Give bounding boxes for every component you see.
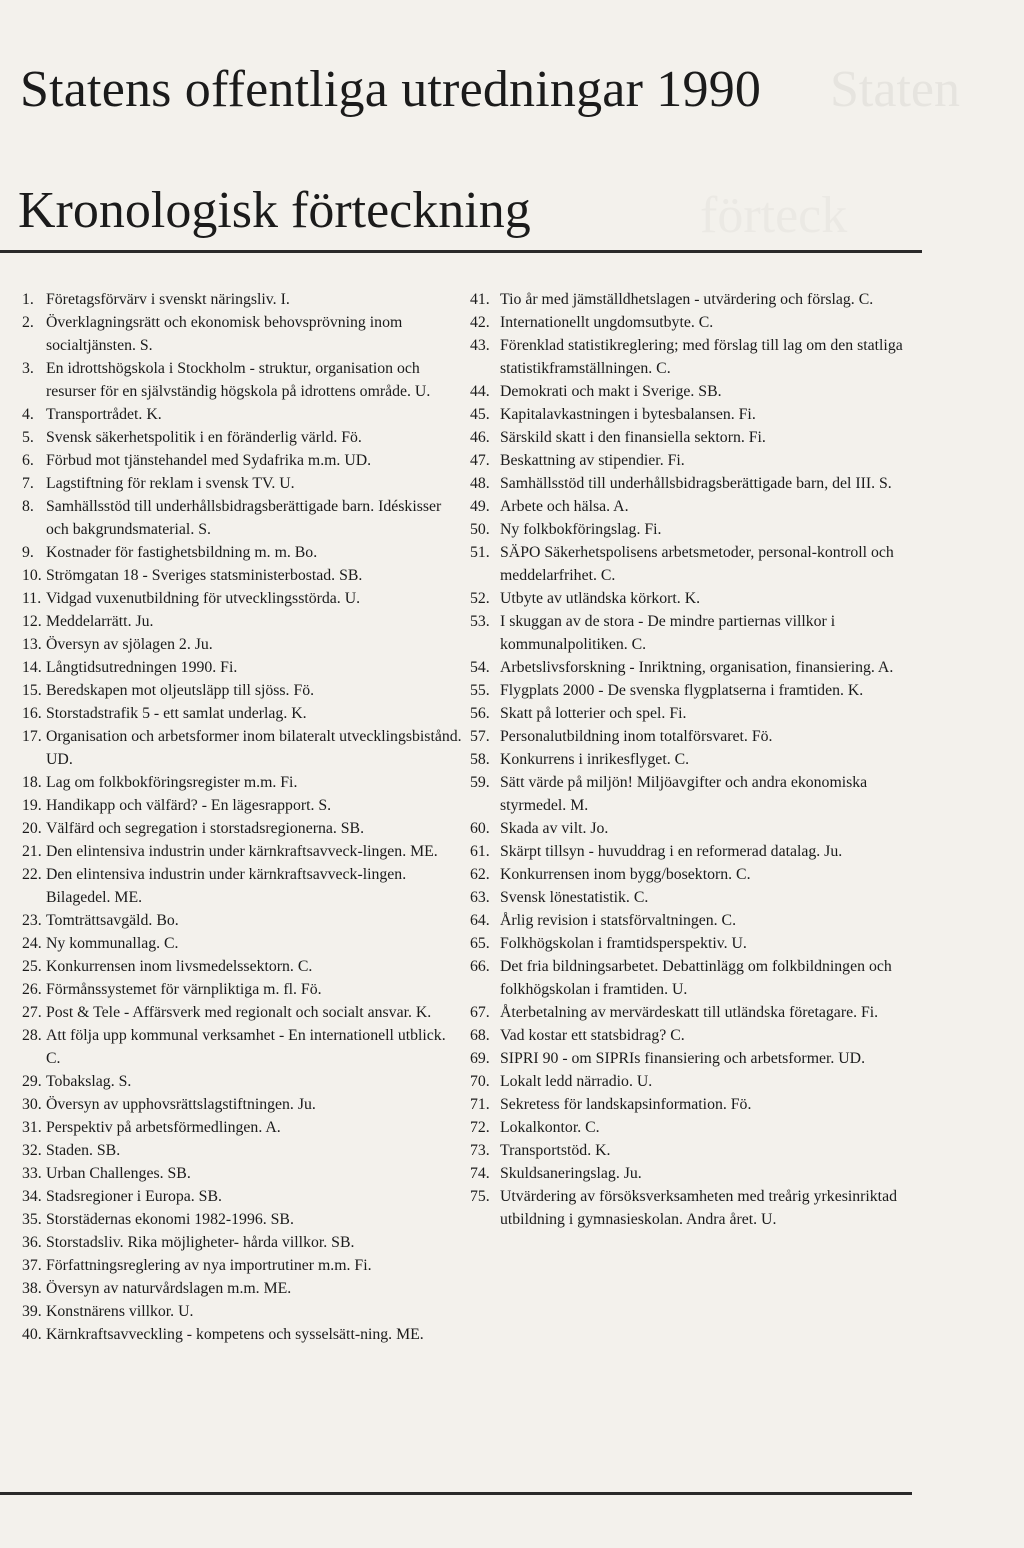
list-item <box>22 311 462 357</box>
entry-number: 74. <box>470 1165 490 1182</box>
list-item <box>470 311 920 334</box>
list-item <box>22 1254 462 1277</box>
list-item <box>22 1231 462 1254</box>
entry-text: Skatt på lotterier och spel. Fi. <box>500 705 687 722</box>
list-item <box>22 679 462 702</box>
entry-number: 44. <box>470 383 490 400</box>
entry-number: 31. <box>22 1119 42 1136</box>
entry-text: Tobakslag. S. <box>46 1073 132 1090</box>
list-item <box>22 541 462 564</box>
list-item <box>470 1162 920 1185</box>
entry-text: En idrottshögskola i Stockholm - struktur, organisation och resurser för en självständig högskola på idrottens område. U. <box>46 360 431 400</box>
entry-text: Överklagningsrätt och ekonomisk behovsprövning inom socialtjänsten. S. <box>46 314 403 354</box>
entry-text: Urban Challenges. SB. <box>46 1165 191 1182</box>
list-item <box>470 449 920 472</box>
entry-number: 2. <box>22 314 34 331</box>
entry-text: Arbete och hälsa. A. <box>500 498 629 515</box>
entry-text: Kapitalavkastningen i bytesbalansen. Fi. <box>500 406 756 423</box>
entry-text: Lokalt ledd närradio. U. <box>500 1073 653 1090</box>
entry-text: Författningsreglering av nya importrutiner m.m. Fi. <box>46 1257 372 1274</box>
entry-text: Förenklad statistikreglering; med förslag till lag om den statliga statistikframställningen. C. <box>500 337 903 377</box>
entry-text: I skuggan av de stora - De mindre partiernas villkor i kommunalpolitiken. C. <box>500 613 836 653</box>
entry-number: 56. <box>470 705 490 722</box>
entry-number: 17. <box>22 728 42 745</box>
entry-text: Lokalkontor. C. <box>500 1119 600 1136</box>
entry-text: Vad kostar ett statsbidrag? C. <box>500 1027 685 1044</box>
entry-number: 35. <box>22 1211 42 1228</box>
list-item <box>470 771 920 817</box>
entry-text: Ny folkbokföringslag. Fi. <box>500 521 662 538</box>
list-item <box>470 817 920 840</box>
entry-text: SIPRI 90 - om SIPRIs finansiering och arbetsformer. UD. <box>500 1050 866 1067</box>
entry-number: 72. <box>470 1119 490 1136</box>
entry-text: SÄPO Säkerhetspolisens arbetsmetoder, personal-kontroll och meddelarfrihet. C. <box>500 544 894 584</box>
page-title: Statens offentliga utredningar 1990 <box>20 61 762 118</box>
entry-number: 26. <box>22 981 42 998</box>
list-item <box>22 426 462 449</box>
list-item <box>22 955 462 978</box>
list-item <box>22 863 462 909</box>
entry-text: Återbetalning av mervärdeskatt till utländska företagare. Fi. <box>500 1004 879 1021</box>
list-item <box>22 472 462 495</box>
list-item <box>470 1116 920 1139</box>
list-item <box>470 1047 920 1070</box>
entry-number: 11. <box>22 590 42 607</box>
entry-number: 36. <box>22 1234 42 1251</box>
entry-text: Det fria bildningsarbetet. Debattinlägg om folkbildningen och folkhögskolan i framtiden. U. <box>500 958 892 998</box>
entry-number: 58. <box>470 751 490 768</box>
list-item <box>470 840 920 863</box>
entry-text: Folkhögskolan i framtidsperspektiv. U. <box>500 935 747 952</box>
entry-text: Översyn av naturvårdslagen m.m. ME. <box>46 1280 292 1297</box>
list-item <box>22 1185 462 1208</box>
list-item <box>22 1139 462 1162</box>
entry-text: Långtidsutredningen 1990. Fi. <box>46 659 238 676</box>
list-item <box>470 1139 920 1162</box>
entry-number: 60. <box>470 820 490 837</box>
entry-text: Den elintensiva industrin under kärnkraftsavveck-lingen. Bilagedel. ME. <box>46 866 407 906</box>
entry-number: 37. <box>22 1257 42 1274</box>
list-item <box>22 656 462 679</box>
entry-number: 52. <box>470 590 490 607</box>
entry-number: 46. <box>470 429 490 446</box>
list-item <box>470 909 920 932</box>
list-item <box>22 771 462 794</box>
entry-text: Vidgad vuxenutbildning för utvecklingsstörda. U. <box>46 590 361 607</box>
entry-number: 73. <box>470 1142 490 1159</box>
entry-number: 49. <box>470 498 490 515</box>
list-item <box>22 1070 462 1093</box>
list-item <box>22 1162 462 1185</box>
entry-number: 59. <box>470 774 490 791</box>
entry-number: 45. <box>470 406 490 423</box>
list-item <box>22 1024 462 1070</box>
list-item <box>470 725 920 748</box>
list-item <box>470 380 920 403</box>
entry-number: 69. <box>470 1050 490 1067</box>
list-item <box>470 518 920 541</box>
left-column <box>22 288 462 1346</box>
entry-text: Tomträttsavgäld. Bo. <box>46 912 179 929</box>
entry-text: Stadsregioner i Europa. SB. <box>46 1188 222 1205</box>
list-item <box>470 587 920 610</box>
entry-number: 15. <box>22 682 42 699</box>
entry-number: 71. <box>470 1096 490 1113</box>
list-item <box>22 817 462 840</box>
entry-number: 29. <box>22 1073 42 1090</box>
entry-number: 63. <box>470 889 490 906</box>
list-item <box>470 1001 920 1024</box>
entry-number: 57. <box>470 728 490 745</box>
entry-text: Förmånssystemet för värnpliktiga m. fl. Fö. <box>46 981 322 998</box>
list-item <box>22 1116 462 1139</box>
list-item <box>470 472 920 495</box>
entry-text: Demokrati och makt i Sverige. SB. <box>500 383 722 400</box>
entry-number: 20. <box>22 820 42 837</box>
entry-number: 5. <box>22 429 34 446</box>
entry-number: 22. <box>22 866 42 883</box>
entry-number: 7. <box>22 475 34 492</box>
list-item <box>470 495 920 518</box>
entry-number: 39. <box>22 1303 42 1320</box>
entry-number: 1. <box>22 291 34 308</box>
entry-number: 12. <box>22 613 42 630</box>
entry-text: Samhällsstöd till underhållsbidragsberättigade barn. Idéskisser och bakgrundsmaterial. S. <box>46 498 442 538</box>
entry-text: Sekretess för landskapsinformation. Fö. <box>500 1096 752 1113</box>
entry-number: 28. <box>22 1027 42 1044</box>
entry-text: Svensk lönestatistik. C. <box>500 889 649 906</box>
entry-text: Företagsförvärv i svenskt näringsliv. I. <box>46 291 290 308</box>
list-item <box>22 725 462 771</box>
entry-number: 16. <box>22 705 42 722</box>
entry-number: 65. <box>470 935 490 952</box>
list-item <box>22 1277 462 1300</box>
entry-text: Perspektiv på arbetsförmedlingen. A. <box>46 1119 281 1136</box>
list-item <box>470 1185 920 1231</box>
entry-number: 42. <box>470 314 490 331</box>
entry-text: Beredskapen mot oljeutsläpp till sjöss. Fö. <box>46 682 315 699</box>
list-item <box>470 334 920 380</box>
entry-number: 55. <box>470 682 490 699</box>
list-item <box>470 886 920 909</box>
entry-text: Organisation och arbetsformer inom bilateralt utvecklingsbistånd. UD. <box>46 728 462 768</box>
list-item <box>22 587 462 610</box>
entry-text: Lag om folkbokföringsregister m.m. Fi. <box>46 774 298 791</box>
entry-text: Den elintensiva industrin under kärnkraftsavveck-lingen. ME. <box>46 843 438 860</box>
entry-text: Meddelarrätt. Ju. <box>46 613 154 630</box>
list-item <box>22 403 462 426</box>
entry-number: 47. <box>470 452 490 469</box>
entry-text: Handikapp och välfärd? - En lägesrapport. S. <box>46 797 332 814</box>
entry-number: 24. <box>22 935 42 952</box>
entry-number: 66. <box>470 958 490 975</box>
entry-text: Staden. SB. <box>46 1142 121 1159</box>
entry-text: Sätt värde på miljön! Miljöavgifter och andra ekonomiska styrmedel. M. <box>500 774 868 814</box>
entry-number: 21. <box>22 843 42 860</box>
entry-text: Särskild skatt i den finansiella sektorn. Fi. <box>500 429 766 446</box>
entry-number: 61. <box>470 843 490 860</box>
list-item <box>470 679 920 702</box>
entry-number: 8. <box>22 498 34 515</box>
entry-number: 3. <box>22 360 34 377</box>
entry-number: 68. <box>470 1027 490 1044</box>
entry-text: Transportrådet. K. <box>46 406 162 423</box>
entry-number: 33. <box>22 1165 42 1182</box>
entry-text: Att följa upp kommunal verksamhet - En internationell utblick. C. <box>46 1027 446 1067</box>
list-item <box>22 564 462 587</box>
entry-text: Konkurrensen inom bygg/bosektorn. C. <box>500 866 751 883</box>
entry-number: 50. <box>470 521 490 538</box>
entry-number: 75. <box>470 1188 490 1205</box>
entry-text: Skuldsaneringslag. Ju. <box>500 1165 642 1182</box>
entry-number: 19. <box>22 797 42 814</box>
list-item <box>22 633 462 656</box>
entry-number: 18. <box>22 774 42 791</box>
list-item <box>470 1093 920 1116</box>
entry-text: Kärnkraftsavveckling - kompetens och sysselsätt-ning. ME. <box>46 1326 424 1343</box>
list-item <box>22 978 462 1001</box>
entry-number: 32. <box>22 1142 42 1159</box>
entry-number: 6. <box>22 452 34 469</box>
list-item <box>22 1208 462 1231</box>
entry-text: Internationellt ungdomsutbyte. C. <box>500 314 714 331</box>
list-item <box>22 794 462 817</box>
entry-number: 40. <box>22 1326 42 1343</box>
list-item <box>470 1024 920 1047</box>
entry-text: Ny kommunallag. C. <box>46 935 179 952</box>
entry-text: Förbud mot tjänstehandel med Sydafrika m.m. UD. <box>46 452 372 469</box>
entry-text: Årlig revision i statsförvaltningen. C. <box>500 912 737 929</box>
list-item <box>22 288 462 311</box>
entry-number: 54. <box>470 659 490 676</box>
entry-number: 34. <box>22 1188 42 1205</box>
top-rule <box>0 250 922 253</box>
page-subtitle: Kronologisk förteckning <box>18 182 531 239</box>
list-item <box>470 955 920 1001</box>
list-item <box>22 909 462 932</box>
entry-number: 41. <box>470 291 490 308</box>
entry-number: 23. <box>22 912 42 929</box>
entry-text: Storstadstrafik 5 - ett samlat underlag. K. <box>46 705 307 722</box>
list-item <box>22 357 462 403</box>
entry-text: Utvärdering av försöksverksamheten med treårig yrkesinriktad utbildning i gymnasieskolan. Andra året. U. <box>500 1188 897 1228</box>
entry-number: 70. <box>470 1073 490 1090</box>
entry-number: 14. <box>22 659 42 676</box>
entry-text: Storstadsliv. Rika möjligheter- hårda villkor. SB. <box>46 1234 355 1251</box>
entry-number: 43. <box>470 337 490 354</box>
entry-text: Flygplats 2000 - De svenska flygplatserna i framtiden. K. <box>500 682 864 699</box>
entry-number: 27. <box>22 1004 42 1021</box>
entry-number: 4. <box>22 406 34 423</box>
list-item <box>470 541 920 587</box>
list-item <box>22 702 462 725</box>
list-item <box>470 1070 920 1093</box>
list-item <box>22 840 462 863</box>
list-item <box>22 449 462 472</box>
entry-text: Tio år med jämställdhetslagen - utvärdering och förslag. C. <box>500 291 874 308</box>
list-item <box>22 1001 462 1024</box>
entry-text: Översyn av sjölagen 2. Ju. <box>46 636 213 653</box>
entry-number: 53. <box>470 613 490 630</box>
entry-text: Lagstiftning för reklam i svensk TV. U. <box>46 475 295 492</box>
entry-number: 62. <box>470 866 490 883</box>
entry-number: 64. <box>470 912 490 929</box>
entry-number: 9. <box>22 544 34 561</box>
entry-text: Transportstöd. K. <box>500 1142 611 1159</box>
entry-text: Beskattning av stipendier. Fi. <box>500 452 685 469</box>
list-item <box>470 403 920 426</box>
entry-text: Samhällsstöd till underhållsbidragsberättigade barn, del III. S. <box>500 475 892 492</box>
list-item <box>22 495 462 541</box>
entry-number: 67. <box>470 1004 490 1021</box>
list-item <box>470 656 920 679</box>
list-item <box>22 1300 462 1323</box>
list-item <box>22 610 462 633</box>
entry-text: Post & Tele - Affärsverk med regionalt och socialt ansvar. K. <box>46 1004 432 1021</box>
entry-number: 51. <box>470 544 490 561</box>
list-item <box>22 932 462 955</box>
list-item <box>470 702 920 725</box>
list-item <box>470 610 920 656</box>
entry-text: Översyn av upphovsrättslagstiftningen. Ju. <box>46 1096 316 1113</box>
entry-number: 30. <box>22 1096 42 1113</box>
list-item <box>470 863 920 886</box>
entry-text: Konkurrens i inrikesflyget. C. <box>500 751 690 768</box>
right-column <box>470 288 920 1231</box>
bleed-through-text: förteck <box>700 187 848 244</box>
entry-text: Svensk säkerhetspolitik i en föränderlig värld. Fö. <box>46 429 362 446</box>
bleed-through-text: Staten <box>830 61 960 118</box>
list-item <box>470 426 920 449</box>
list-item <box>470 932 920 955</box>
entry-text: Konstnärens villkor. U. <box>46 1303 194 1320</box>
entry-text: Arbetslivsforskning - Inriktning, organisation, finansiering. A. <box>500 659 894 676</box>
entry-text: Välfärd och segregation i storstadsregionerna. SB. <box>46 820 365 837</box>
list-item <box>470 288 920 311</box>
entry-text: Strömgatan 18 - Sveriges statsministerbostad. SB. <box>46 567 363 584</box>
entry-number: 48. <box>470 475 490 492</box>
entry-text: Skada av vilt. Jo. <box>500 820 609 837</box>
entry-text: Storstädernas ekonomi 1982-1996. SB. <box>46 1211 294 1228</box>
entry-number: 13. <box>22 636 42 653</box>
entry-text: Personalutbildning inom totalförsvaret. Fö. <box>500 728 773 745</box>
entry-text: Skärpt tillsyn - huvuddrag i en reformerad datalag. Ju. <box>500 843 843 860</box>
entry-text: Utbyte av utländska körkort. K. <box>500 590 701 607</box>
list-item <box>22 1323 462 1346</box>
entry-text: Konkurrensen inom livsmedelssektorn. C. <box>46 958 313 975</box>
entry-text: Kostnader för fastighetsbildning m. m. Bo. <box>46 544 318 561</box>
entry-number: 10. <box>22 567 42 584</box>
entry-number: 38. <box>22 1280 42 1297</box>
bottom-rule <box>0 1492 912 1495</box>
list-item <box>22 1093 462 1116</box>
list-item <box>470 748 920 771</box>
entry-number: 25. <box>22 958 42 975</box>
